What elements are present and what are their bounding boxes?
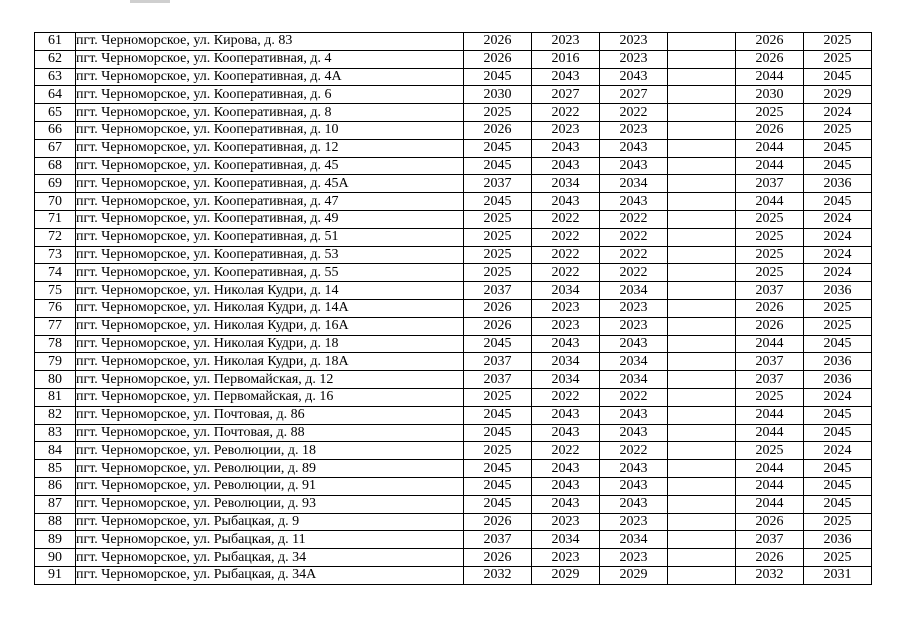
- year-cell-1: 2045: [464, 139, 532, 157]
- row-number-cell: 65: [35, 104, 76, 122]
- year-cell-2: 2034: [532, 175, 600, 193]
- table-row: [35, 139, 872, 157]
- table-row: [35, 566, 872, 584]
- year-cell-1: 2045: [464, 406, 532, 424]
- year-cell-6: 2025: [804, 513, 872, 531]
- table-row: [35, 175, 872, 193]
- year-cell-1: 2026: [464, 299, 532, 317]
- year-cell-5: 2044: [736, 495, 804, 513]
- year-cell-3: 2022: [600, 388, 668, 406]
- year-cell-3: 2043: [600, 335, 668, 353]
- row-number-cell: 83: [35, 424, 76, 442]
- address-cell: пгт. Черноморское, ул. Почтовая, д. 86: [76, 406, 464, 424]
- address-cell: пгт. Черноморское, ул. Кирова, д. 83: [76, 33, 464, 51]
- year-cell-6: 2036: [804, 175, 872, 193]
- year-cell-5: 2025: [736, 264, 804, 282]
- table-row: [35, 264, 872, 282]
- year-cell-4: [668, 317, 736, 335]
- year-cell-6: 2036: [804, 353, 872, 371]
- year-cell-5: 2025: [736, 388, 804, 406]
- year-cell-4: [668, 442, 736, 460]
- year-cell-6: 2025: [804, 299, 872, 317]
- table-row: [35, 513, 872, 531]
- row-number-cell: 88: [35, 513, 76, 531]
- year-cell-6: 2045: [804, 495, 872, 513]
- row-number-cell: 80: [35, 371, 76, 389]
- year-cell-3: 2027: [600, 86, 668, 104]
- year-cell-3: 2023: [600, 317, 668, 335]
- row-number-cell: 71: [35, 210, 76, 228]
- year-cell-3: 2022: [600, 228, 668, 246]
- year-cell-4: [668, 246, 736, 264]
- year-cell-5: 2032: [736, 566, 804, 584]
- year-cell-5: 2030: [736, 86, 804, 104]
- year-cell-6: 2045: [804, 477, 872, 495]
- year-cell-4: [668, 157, 736, 175]
- year-cell-1: 2045: [464, 193, 532, 211]
- year-cell-1: 2045: [464, 335, 532, 353]
- year-cell-2: 2022: [532, 210, 600, 228]
- year-cell-6: 2031: [804, 566, 872, 584]
- year-cell-1: 2037: [464, 282, 532, 300]
- year-cell-6: 2024: [804, 104, 872, 122]
- row-number-cell: 69: [35, 175, 76, 193]
- year-cell-3: 2043: [600, 424, 668, 442]
- address-cell: пгт. Черноморское, ул. Кооперативная, д. 10: [76, 121, 464, 139]
- table-row: [35, 228, 872, 246]
- year-cell-1: 2045: [464, 424, 532, 442]
- year-cell-6: 2024: [804, 246, 872, 264]
- year-cell-5: 2025: [736, 104, 804, 122]
- address-cell: пгт. Черноморское, ул. Николая Кудри, д. 14: [76, 282, 464, 300]
- table-row: [35, 68, 872, 86]
- row-number-cell: 81: [35, 388, 76, 406]
- year-cell-1: 2025: [464, 228, 532, 246]
- year-cell-4: [668, 460, 736, 478]
- table-row: [35, 317, 872, 335]
- year-cell-6: 2045: [804, 68, 872, 86]
- year-cell-5: 2037: [736, 353, 804, 371]
- address-cell: пгт. Черноморское, ул. Кооперативная, д. 47: [76, 193, 464, 211]
- year-cell-5: 2044: [736, 68, 804, 86]
- year-cell-3: 2022: [600, 104, 668, 122]
- address-cell: пгт. Черноморское, ул. Революции, д. 18: [76, 442, 464, 460]
- address-cell: пгт. Черноморское, ул. Рыбацкая, д. 9: [76, 513, 464, 531]
- year-cell-5: 2044: [736, 335, 804, 353]
- year-cell-4: [668, 68, 736, 86]
- year-cell-6: 2045: [804, 424, 872, 442]
- table-row: [35, 424, 872, 442]
- table-row: [35, 371, 872, 389]
- row-number-cell: 76: [35, 299, 76, 317]
- year-cell-6: 2045: [804, 157, 872, 175]
- table-row: [35, 442, 872, 460]
- housing-schedule-table: [34, 32, 872, 585]
- year-cell-6: 2024: [804, 210, 872, 228]
- year-cell-4: [668, 353, 736, 371]
- table-row: [35, 193, 872, 211]
- year-cell-5: 2026: [736, 121, 804, 139]
- table-row: [35, 549, 872, 567]
- year-cell-5: 2026: [736, 513, 804, 531]
- year-cell-6: 2024: [804, 264, 872, 282]
- address-cell: пгт. Черноморское, ул. Первомайская, д. 16: [76, 388, 464, 406]
- year-cell-6: 2036: [804, 371, 872, 389]
- year-cell-1: 2045: [464, 460, 532, 478]
- year-cell-2: 2027: [532, 86, 600, 104]
- year-cell-3: 2023: [600, 549, 668, 567]
- year-cell-4: [668, 335, 736, 353]
- year-cell-4: [668, 264, 736, 282]
- year-cell-3: 2043: [600, 495, 668, 513]
- year-cell-1: 2025: [464, 264, 532, 282]
- year-cell-6: 2025: [804, 121, 872, 139]
- year-cell-4: [668, 86, 736, 104]
- address-cell: пгт. Черноморское, ул. Кооперативная, д. 4: [76, 50, 464, 68]
- table-body: [35, 33, 872, 585]
- table-row: [35, 406, 872, 424]
- address-cell: пгт. Черноморское, ул. Кооперативная, д. 45А: [76, 175, 464, 193]
- year-cell-1: 2026: [464, 121, 532, 139]
- year-cell-5: 2037: [736, 531, 804, 549]
- year-cell-4: [668, 139, 736, 157]
- row-number-cell: 78: [35, 335, 76, 353]
- year-cell-4: [668, 495, 736, 513]
- row-number-cell: 89: [35, 531, 76, 549]
- year-cell-6: 2024: [804, 388, 872, 406]
- year-cell-1: 2032: [464, 566, 532, 584]
- year-cell-2: 2022: [532, 246, 600, 264]
- row-number-cell: 74: [35, 264, 76, 282]
- year-cell-3: 2022: [600, 264, 668, 282]
- table-row: [35, 460, 872, 478]
- year-cell-4: [668, 549, 736, 567]
- year-cell-5: 2025: [736, 228, 804, 246]
- year-cell-5: 2044: [736, 424, 804, 442]
- year-cell-4: [668, 282, 736, 300]
- row-number-cell: 75: [35, 282, 76, 300]
- year-cell-5: 2037: [736, 282, 804, 300]
- year-cell-3: 2022: [600, 246, 668, 264]
- year-cell-4: [668, 228, 736, 246]
- year-cell-5: 2026: [736, 33, 804, 51]
- row-number-cell: 87: [35, 495, 76, 513]
- row-number-cell: 61: [35, 33, 76, 51]
- year-cell-1: 2026: [464, 317, 532, 335]
- year-cell-5: 2026: [736, 50, 804, 68]
- year-cell-2: 2023: [532, 299, 600, 317]
- address-cell: пгт. Черноморское, ул. Николая Кудри, д. 16А: [76, 317, 464, 335]
- year-cell-1: 2037: [464, 371, 532, 389]
- year-cell-5: 2044: [736, 139, 804, 157]
- year-cell-2: 2029: [532, 566, 600, 584]
- year-cell-1: 2030: [464, 86, 532, 104]
- table-row: [35, 246, 872, 264]
- year-cell-1: 2026: [464, 33, 532, 51]
- year-cell-3: 2043: [600, 406, 668, 424]
- table-row: [35, 388, 872, 406]
- year-cell-1: 2045: [464, 477, 532, 495]
- row-number-cell: 86: [35, 477, 76, 495]
- year-cell-2: 2043: [532, 406, 600, 424]
- table-row: [35, 33, 872, 51]
- year-cell-4: [668, 193, 736, 211]
- address-cell: пгт. Черноморское, ул. Рыбацкая, д. 11: [76, 531, 464, 549]
- row-number-cell: 90: [35, 549, 76, 567]
- year-cell-1: 2026: [464, 513, 532, 531]
- address-cell: пгт. Черноморское, ул. Почтовая, д. 88: [76, 424, 464, 442]
- row-number-cell: 82: [35, 406, 76, 424]
- year-cell-3: 2023: [600, 299, 668, 317]
- year-cell-6: 2025: [804, 317, 872, 335]
- table-row: [35, 282, 872, 300]
- year-cell-4: [668, 566, 736, 584]
- year-cell-3: 2043: [600, 460, 668, 478]
- table-row: [35, 335, 872, 353]
- row-number-cell: 84: [35, 442, 76, 460]
- year-cell-2: 2034: [532, 353, 600, 371]
- table-row: [35, 104, 872, 122]
- year-cell-4: [668, 50, 736, 68]
- table-row: [35, 86, 872, 104]
- year-cell-2: 2034: [532, 282, 600, 300]
- year-cell-3: 2029: [600, 566, 668, 584]
- year-cell-5: 2025: [736, 442, 804, 460]
- year-cell-1: 2025: [464, 210, 532, 228]
- year-cell-2: 2034: [532, 531, 600, 549]
- year-cell-3: 2034: [600, 371, 668, 389]
- year-cell-2: 2043: [532, 477, 600, 495]
- address-cell: пгт. Черноморское, ул. Первомайская, д. 12: [76, 371, 464, 389]
- row-number-cell: 70: [35, 193, 76, 211]
- year-cell-3: 2023: [600, 50, 668, 68]
- row-number-cell: 62: [35, 50, 76, 68]
- year-cell-5: 2025: [736, 210, 804, 228]
- year-cell-3: 2043: [600, 477, 668, 495]
- year-cell-1: 2037: [464, 175, 532, 193]
- year-cell-4: [668, 299, 736, 317]
- year-cell-1: 2037: [464, 531, 532, 549]
- year-cell-2: 2043: [532, 193, 600, 211]
- scan-artifact: [130, 0, 170, 3]
- year-cell-4: [668, 424, 736, 442]
- year-cell-2: 2043: [532, 139, 600, 157]
- year-cell-1: 2026: [464, 549, 532, 567]
- year-cell-4: [668, 175, 736, 193]
- year-cell-6: 2024: [804, 228, 872, 246]
- table-row: [35, 531, 872, 549]
- year-cell-2: 2023: [532, 33, 600, 51]
- address-cell: пгт. Черноморское, ул. Рыбацкая, д. 34А: [76, 566, 464, 584]
- year-cell-5: 2025: [736, 246, 804, 264]
- year-cell-5: 2037: [736, 175, 804, 193]
- year-cell-1: 2026: [464, 50, 532, 68]
- year-cell-2: 2034: [532, 371, 600, 389]
- year-cell-5: 2026: [736, 549, 804, 567]
- row-number-cell: 68: [35, 157, 76, 175]
- year-cell-1: 2025: [464, 388, 532, 406]
- table-row: [35, 495, 872, 513]
- address-cell: пгт. Черноморское, ул. Кооперативная, д. 6: [76, 86, 464, 104]
- row-number-cell: 66: [35, 121, 76, 139]
- year-cell-3: 2023: [600, 513, 668, 531]
- year-cell-4: [668, 104, 736, 122]
- year-cell-2: 2016: [532, 50, 600, 68]
- year-cell-1: 2025: [464, 442, 532, 460]
- year-cell-6: 2045: [804, 406, 872, 424]
- year-cell-2: 2022: [532, 388, 600, 406]
- year-cell-3: 2034: [600, 282, 668, 300]
- year-cell-6: 2045: [804, 460, 872, 478]
- year-cell-6: 2025: [804, 50, 872, 68]
- year-cell-5: 2044: [736, 477, 804, 495]
- year-cell-6: 2029: [804, 86, 872, 104]
- address-cell: пгт. Черноморское, ул. Революции, д. 89: [76, 460, 464, 478]
- year-cell-6: 2036: [804, 531, 872, 549]
- year-cell-3: 2043: [600, 193, 668, 211]
- year-cell-2: 2023: [532, 549, 600, 567]
- address-cell: пгт. Черноморское, ул. Николая Кудри, д. 18: [76, 335, 464, 353]
- year-cell-2: 2043: [532, 424, 600, 442]
- year-cell-4: [668, 531, 736, 549]
- year-cell-3: 2043: [600, 68, 668, 86]
- year-cell-2: 2022: [532, 442, 600, 460]
- address-cell: пгт. Черноморское, ул. Революции, д. 93: [76, 495, 464, 513]
- row-number-cell: 67: [35, 139, 76, 157]
- year-cell-2: 2022: [532, 264, 600, 282]
- year-cell-1: 2037: [464, 353, 532, 371]
- year-cell-6: 2025: [804, 33, 872, 51]
- year-cell-5: 2026: [736, 299, 804, 317]
- row-number-cell: 91: [35, 566, 76, 584]
- address-cell: пгт. Черноморское, ул. Кооперативная, д. 12: [76, 139, 464, 157]
- year-cell-2: 2043: [532, 335, 600, 353]
- table-row: [35, 50, 872, 68]
- year-cell-5: 2037: [736, 371, 804, 389]
- year-cell-4: [668, 388, 736, 406]
- year-cell-3: 2043: [600, 157, 668, 175]
- year-cell-5: 2044: [736, 460, 804, 478]
- year-cell-4: [668, 121, 736, 139]
- address-cell: пгт. Черноморское, ул. Кооперативная, д. 49: [76, 210, 464, 228]
- address-cell: пгт. Черноморское, ул. Кооперативная, д. 53: [76, 246, 464, 264]
- year-cell-3: 2022: [600, 210, 668, 228]
- year-cell-6: 2036: [804, 282, 872, 300]
- address-cell: пгт. Черноморское, ул. Кооперативная, д. 51: [76, 228, 464, 246]
- year-cell-2: 2043: [532, 495, 600, 513]
- year-cell-6: 2045: [804, 139, 872, 157]
- year-cell-5: 2026: [736, 317, 804, 335]
- year-cell-2: 2023: [532, 317, 600, 335]
- address-cell: пгт. Черноморское, ул. Николая Кудри, д. 18А: [76, 353, 464, 371]
- year-cell-3: 2022: [600, 442, 668, 460]
- year-cell-3: 2043: [600, 139, 668, 157]
- year-cell-3: 2034: [600, 175, 668, 193]
- row-number-cell: 73: [35, 246, 76, 264]
- address-cell: пгт. Черноморское, ул. Революции, д. 91: [76, 477, 464, 495]
- year-cell-6: 2024: [804, 442, 872, 460]
- table-row: [35, 157, 872, 175]
- year-cell-4: [668, 210, 736, 228]
- year-cell-4: [668, 513, 736, 531]
- year-cell-1: 2025: [464, 246, 532, 264]
- row-number-cell: 79: [35, 353, 76, 371]
- year-cell-1: 2045: [464, 68, 532, 86]
- year-cell-5: 2044: [736, 193, 804, 211]
- table-row: [35, 121, 872, 139]
- address-cell: пгт. Черноморское, ул. Кооперативная, д. 8: [76, 104, 464, 122]
- year-cell-2: 2023: [532, 513, 600, 531]
- year-cell-4: [668, 371, 736, 389]
- address-cell: пгт. Черноморское, ул. Кооперативная, д. 55: [76, 264, 464, 282]
- address-cell: пгт. Черноморское, ул. Кооперативная, д. 4А: [76, 68, 464, 86]
- year-cell-2: 2022: [532, 228, 600, 246]
- year-cell-2: 2022: [532, 104, 600, 122]
- year-cell-4: [668, 33, 736, 51]
- year-cell-4: [668, 477, 736, 495]
- year-cell-2: 2043: [532, 460, 600, 478]
- year-cell-5: 2044: [736, 157, 804, 175]
- address-cell: пгт. Черноморское, ул. Рыбацкая, д. 34: [76, 549, 464, 567]
- year-cell-3: 2034: [600, 531, 668, 549]
- year-cell-6: 2025: [804, 549, 872, 567]
- table-row: [35, 477, 872, 495]
- year-cell-6: 2045: [804, 193, 872, 211]
- year-cell-1: 2045: [464, 495, 532, 513]
- address-cell: пгт. Черноморское, ул. Кооперативная, д. 45: [76, 157, 464, 175]
- year-cell-5: 2044: [736, 406, 804, 424]
- year-cell-1: 2025: [464, 104, 532, 122]
- row-number-cell: 63: [35, 68, 76, 86]
- year-cell-2: 2043: [532, 157, 600, 175]
- year-cell-2: 2023: [532, 121, 600, 139]
- year-cell-3: 2034: [600, 353, 668, 371]
- year-cell-2: 2043: [532, 68, 600, 86]
- table-row: [35, 210, 872, 228]
- row-number-cell: 72: [35, 228, 76, 246]
- row-number-cell: 77: [35, 317, 76, 335]
- year-cell-1: 2045: [464, 157, 532, 175]
- year-cell-3: 2023: [600, 121, 668, 139]
- year-cell-6: 2045: [804, 335, 872, 353]
- address-cell: пгт. Черноморское, ул. Николая Кудри, д. 14А: [76, 299, 464, 317]
- year-cell-3: 2023: [600, 33, 668, 51]
- table-row: [35, 353, 872, 371]
- row-number-cell: 85: [35, 460, 76, 478]
- year-cell-4: [668, 406, 736, 424]
- table-row: [35, 299, 872, 317]
- row-number-cell: 64: [35, 86, 76, 104]
